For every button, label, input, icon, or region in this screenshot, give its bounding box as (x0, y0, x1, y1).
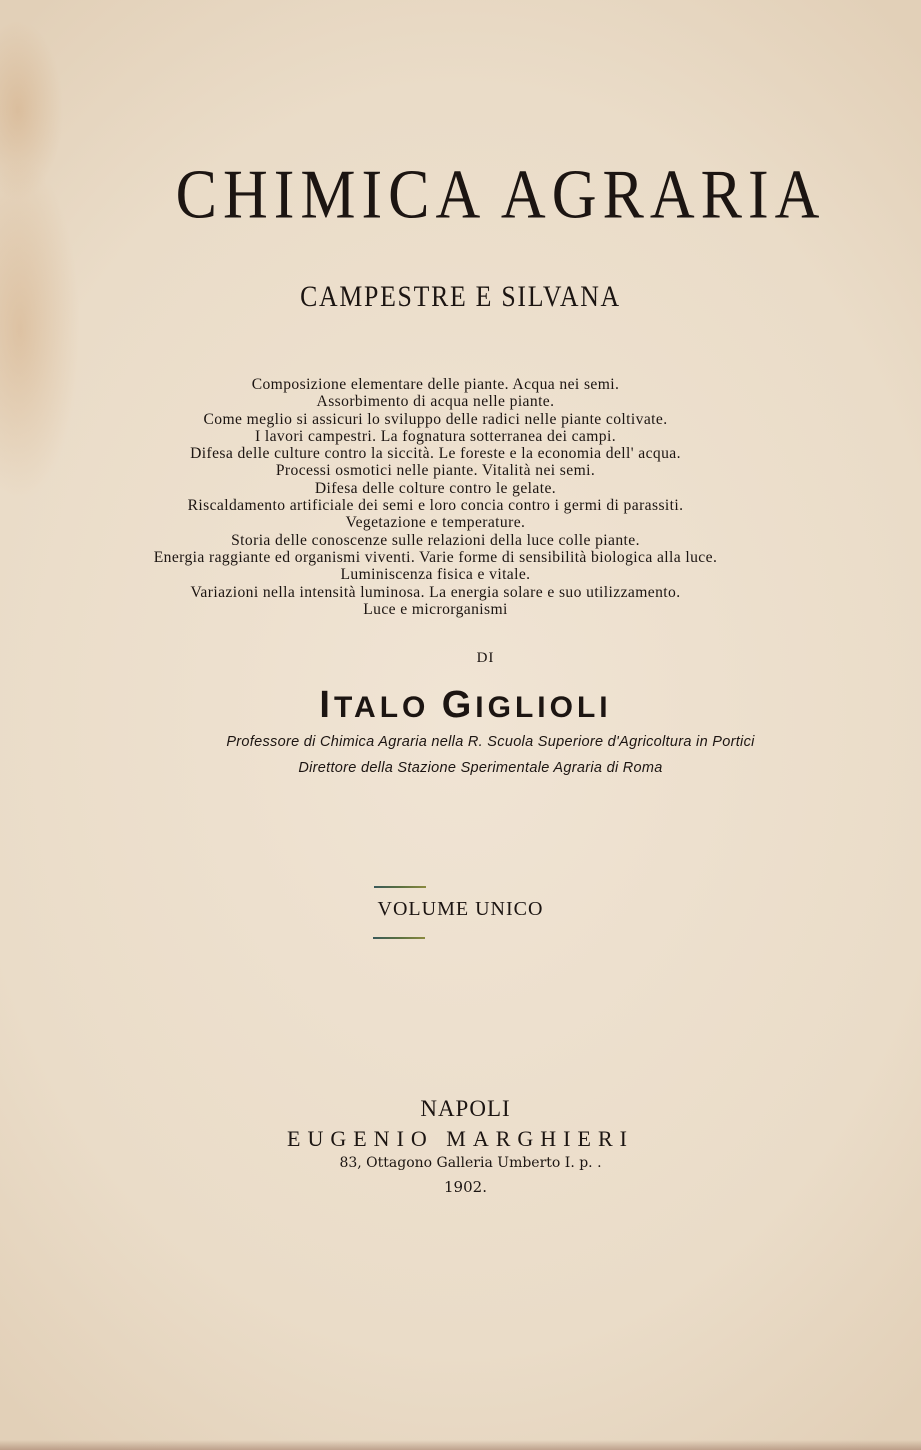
book-subtitle: CAMPESTRE E SILVANA (300, 280, 621, 313)
topic-line: Luce e microrganismi (363, 600, 508, 618)
topic-line: I lavori campestri. La fognatura sotterranea dei campi. (254, 427, 616, 445)
topic-line: Energia raggiante ed organismi viventi. Varie forme di sensibilità biologica alla luce. (153, 548, 718, 566)
imprint-publisher: EUGENIO MARGHIERI (287, 1126, 634, 1151)
topic-line: Storia delle conoscenze sulle relazioni della luce colle piante. (231, 531, 640, 549)
topic-line: Come meglio si assicuri lo sviluppo delle radici nelle piante coltivate. (203, 410, 668, 428)
topic-line: Difesa delle culture contro la siccità. Le foreste e la economia dell' acqua. (190, 445, 681, 463)
author-affiliation: Professore di Chimica Agraria nella R. Scuola Superiore d'Agricoltura in Portici (226, 734, 755, 750)
topic-line: Composizione elementare delle piante. Acqua nei semi. (251, 376, 620, 393)
topics-list (0, 376, 921, 618)
topic-line: Difesa delle colture contro le gelate. (314, 479, 557, 497)
imprint-year: 1902. (444, 1178, 487, 1196)
topic-line: Processi osmotici nelle piante. Vitalità nei semi. (275, 462, 596, 480)
author-affiliation: Direttore della Stazione Sperimentale Agraria di Roma (298, 760, 663, 776)
topic-line: Riscaldamento artificiale dei semi e loro concia contro i germi di parassiti. (187, 497, 684, 515)
topic-line: Vegetazione e temperature. (345, 514, 526, 532)
imprint-city: NAPOLI (420, 1096, 511, 1121)
topic-line: Variazioni nella intensità luminosa. La energia solare e suo utilizzamento. (190, 583, 681, 601)
topic-line: Luminiscenza fisica e vitale. (340, 566, 531, 584)
decorative-rule (373, 937, 425, 939)
by-label: DI (476, 650, 495, 666)
author-name: ITALO GIGLIOLI (319, 684, 612, 726)
page-edge (0, 1440, 921, 1450)
book-title: CHIMICA AGRARIA (175, 156, 826, 234)
volume-label: VOLUME UNICO (377, 898, 544, 920)
imprint-address: 83, Ottagono Galleria Umberto I. p. . (339, 1155, 602, 1171)
decorative-rule (374, 886, 426, 888)
topic-line: Assorbimento di acqua nelle piante. (316, 393, 555, 411)
